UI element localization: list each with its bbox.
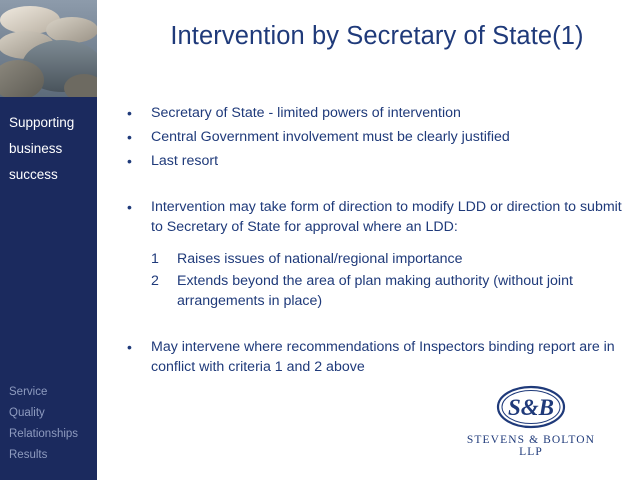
bullet-text-4: Intervention may take form of direction to modify LDD or direction to submit to Secretary of State for approval where an LDD: xyxy=(151,199,622,235)
bullet-dot-icon: • xyxy=(127,129,132,145)
sidebar-tagline-line-3: success xyxy=(9,167,58,182)
bullet-item-4 xyxy=(123,197,635,237)
sidebar-tagline-line-1: Supporting xyxy=(9,115,75,130)
numbered-marker-1: 1 xyxy=(151,251,159,267)
bullet-dot-icon: • xyxy=(127,153,132,169)
bullet-item-1 xyxy=(123,103,635,123)
bullet-text-5: May intervene where recommendations of Inspectors binding report are in conflict with criteria 1 and 2 above xyxy=(151,339,615,375)
sidebar-tagline xyxy=(9,110,95,188)
sidebar-value-quality: Quality xyxy=(9,407,45,419)
bullet-text-2: Central Government involvement must be clearly justified xyxy=(151,129,510,145)
spacer xyxy=(123,175,635,197)
slide-body xyxy=(123,103,635,381)
bullet-item-2 xyxy=(123,127,635,147)
numbered-item-2 xyxy=(123,271,635,311)
pebbles-photo xyxy=(0,0,97,97)
sidebar-tagline-line-2: business xyxy=(9,141,63,156)
bullet-item-3 xyxy=(123,151,635,171)
svg-text:S&B: S&B xyxy=(507,395,555,420)
logo-monogram-icon xyxy=(494,384,568,430)
sidebar-value-service: Service xyxy=(9,386,48,398)
bullet-dot-icon: • xyxy=(127,199,132,215)
sidebar-value-relationships: Relationships xyxy=(9,428,79,440)
sidebar-values xyxy=(9,382,97,466)
page-title: Intervention by Secretary of State(1) xyxy=(170,22,584,50)
sidebar xyxy=(0,0,97,480)
numbered-text-1: Raises issues of national/regional importance xyxy=(177,251,463,267)
company-logo xyxy=(456,384,606,458)
sidebar-value-results: Results xyxy=(9,449,48,461)
bullet-dot-icon: • xyxy=(127,105,132,121)
bullet-dot-icon: • xyxy=(127,339,132,355)
bullet-text-3: Last resort xyxy=(151,153,219,169)
logo-company-name: STEVENS & BOLTON LLP xyxy=(466,434,596,458)
spacer xyxy=(123,313,635,337)
numbered-text-2: Extends beyond the area of plan making authority (without joint arrangements in place) xyxy=(177,273,573,309)
spacer xyxy=(123,241,635,249)
bullet-text-1: Secretary of State - limited powers of intervention xyxy=(151,105,461,121)
numbered-item-1 xyxy=(123,249,635,269)
slide-content xyxy=(97,0,640,480)
numbered-marker-2: 2 xyxy=(151,273,159,289)
bullet-item-5 xyxy=(123,337,635,377)
